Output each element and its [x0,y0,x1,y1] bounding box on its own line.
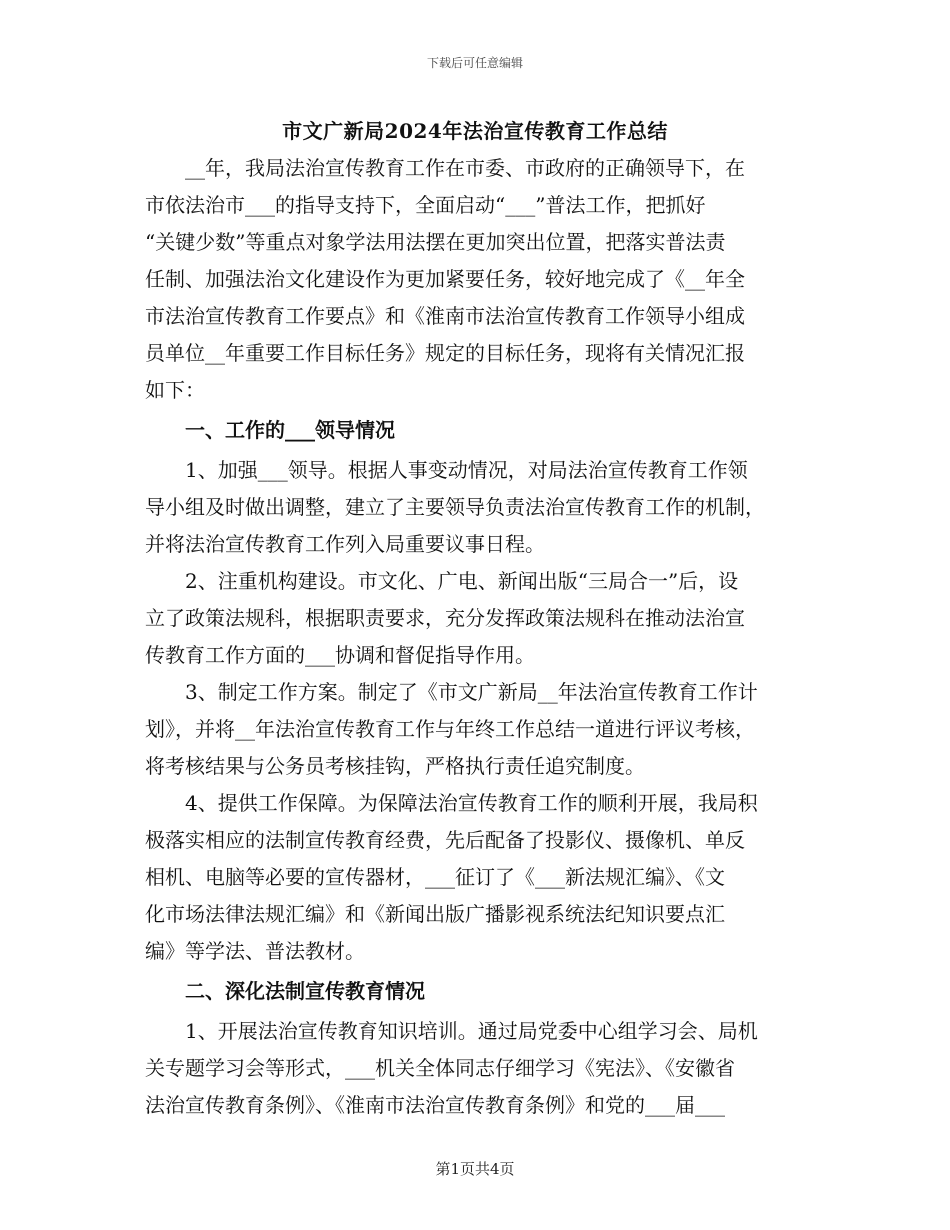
paragraph-line: 立了政策法规科，根据职责要求，充分发挥政策法规科在推动法治宣 [145,606,745,630]
paragraph-line: 传教育工作方面的___协调和督促指导作用。 [145,643,535,667]
download-note: 下载后可任意编辑 [426,56,523,70]
paragraph-line: 1、开展法治宣传教育知识培训。通过局党委中心组学习会、局机 [145,1019,758,1043]
paragraph-line: 任制、加强法治文化建设作为更加紧要任务，较好地完成了《__年全 [145,267,745,291]
page-number: 第1页共4页 [435,1160,515,1178]
paragraph-line: 2、注重机构建设。市文化、广电、新闻出版“三局合一”后，设 [145,569,739,593]
paragraph-line: __年，我局法治宣传教育工作在市委、市政府的正确领导下，在 [145,156,745,180]
paragraph-line: 4、提供工作保障。为保障法治宣传教育工作的顺利开展，我局积 [145,791,758,815]
paragraph-line: 3、制定工作方案。制定了《市文广新局__年法治宣传教育工作计 [145,680,758,704]
paragraph-line: 市法治宣传教育工作要点》和《淮南市法治宣传教育工作领导小组成 [145,304,745,328]
paragraph-line: 法治宣传教育条例》、《淮南市法治宣传教育条例》和党的___届___ [145,1093,725,1117]
document-title: 市文广新局2024年法治宣传教育工作总结 [282,119,668,143]
paragraph-line: 1、加强___领导。根据人事变动情况，对局法治宣传教育工作领 [145,458,748,482]
paragraph-line: 关专题学习会等形式，___机关全体同志仔细学习《宪法》、《安徽省 [145,1056,735,1080]
paragraph-line: 极落实相应的法制宣传教育经费，先后配备了投影仪、摄像机、单反 [145,828,745,852]
section-heading: 一、工作的___领导情况 [145,418,395,442]
paragraph-line: 划》，并将__年法治宣传教育工作与年终工作总结一道进行评议考核， [145,717,755,741]
section-heading: 二、深化法制宣传教育情况 [145,979,425,1003]
paragraph-line: “关键少数”等重点对象学法用法摆在更加突出位置，把落实普法责 [145,230,726,254]
paragraph-line: 市依法治市___的指导支持下，全面启动“___”普法工作，把抓好 [145,193,706,217]
paragraph-line: 编》等学法、普法教材。 [145,939,365,963]
document-body [145,150,805,1124]
paragraph-line: 员单位__年重要工作目标任务》规定的目标任务，现将有关情况汇报 [145,341,745,365]
paragraph-line: 如下： [145,378,205,402]
paragraph-line: 化市场法律法规汇编》和《新闻出版广播影视系统法纪知识要点汇 [145,902,725,926]
paragraph-line: 并将法治宣传教育工作列入局重要议事日程。 [145,532,545,556]
paragraph-line: 将考核结果与公务员考核挂钩，严格执行责任追究制度。 [145,754,645,778]
paragraph-line: 导小组及时做出调整，建立了主要领导负责法治宣传教育工作的机制， [145,495,765,519]
paragraph-line: 相机、电脑等必要的宣传器材，___征订了《___新法规汇编》、《文 [145,865,725,889]
